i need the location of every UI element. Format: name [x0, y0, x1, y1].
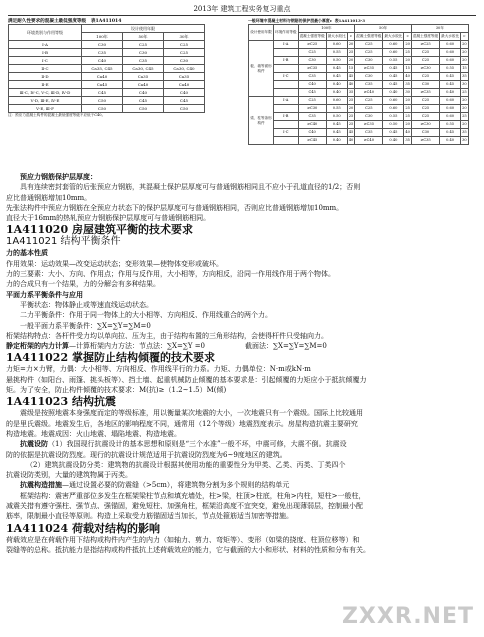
table-cell: C30: [411, 81, 439, 89]
table-cell: 0.60: [383, 97, 404, 105]
table-cell: Ⅰ-B: [9, 49, 82, 57]
header-rule: [8, 15, 476, 16]
table-cell: 20: [461, 121, 469, 129]
table-cell: Ca40: [164, 81, 205, 89]
table-cell: 0.40: [440, 137, 461, 145]
table-cell: C50: [123, 105, 164, 113]
table-cell: C50: [82, 97, 123, 105]
table-cell: C35: [298, 113, 326, 121]
cover-table: [248, 18, 469, 145]
table-cell: Ⅰ-A: [9, 41, 82, 49]
table-cell: 25: [347, 97, 355, 105]
para: 震级是按照地震本身强度而定的等级标准，用以衡量某次地震的大小，一次地震只有一个震级。国际上比较通用: [20, 409, 363, 418]
section-heading: 1A411023 结构抗震: [6, 395, 116, 409]
table-cell: C25: [411, 73, 439, 81]
table-cell: Ⅰ-A: [274, 41, 299, 49]
table-cell: C25: [411, 57, 439, 65]
table-cell: 25: [347, 121, 355, 129]
table-cell: 0.45: [326, 129, 347, 137]
table-cell: 20: [461, 57, 469, 65]
table-cell: 0.40: [326, 81, 347, 89]
para: 框架结构：震害严重部位多发生在框架梁柱节点和填充墙处，柱>梁，柱顶>柱底，柱角>内柱，短柱>一般柱，: [20, 491, 366, 500]
table-cell: 0.40: [383, 89, 404, 97]
table-cell: C45: [82, 89, 123, 97]
table-cell: C30: [355, 73, 383, 81]
sub-header: 混凝土强度等级: [411, 33, 439, 41]
para: 抗震构造措施—通过设置必要的防震缝（>5cm），将建筑物分割为多个规则的结构单元: [20, 480, 290, 490]
table-cell: ≥C40: [298, 121, 326, 129]
table-cell: 35: [461, 73, 469, 81]
table-cell: Ⅰ-C: [9, 57, 82, 65]
table-cell: 25: [404, 113, 412, 121]
table-cell: ≥C30: [411, 65, 439, 73]
table-cell: 30: [461, 81, 469, 89]
sub-header: 最大水胶比: [440, 33, 461, 41]
table-cell: 0.45: [326, 121, 347, 129]
table-cell: 0.60: [440, 41, 461, 49]
table-row: [249, 65, 469, 73]
table-row: [9, 65, 205, 73]
table-cell: [274, 49, 299, 57]
table-cell: ≥C40: [355, 89, 383, 97]
table-cell: 25: [347, 113, 355, 121]
watermark: ZXXR.NET: [341, 604, 474, 629]
para: （2）建筑抗震设防分类：建筑物的抗震设计根据其使用功能的重要性分为甲类、乙类、丙类、丁类四个: [26, 460, 346, 469]
table-cell: Ⅱ-D: [9, 73, 82, 81]
table-cell: C30: [298, 57, 326, 65]
table-cell: C30: [164, 57, 205, 65]
table-cell: 45: [347, 73, 355, 81]
table-cell: 0.50: [383, 121, 404, 129]
table-cell: 0.45: [326, 73, 347, 81]
col-year: 50年: [123, 33, 164, 41]
table-row: [9, 89, 205, 97]
table-cell: 30: [404, 89, 412, 97]
table-cell: 25: [404, 49, 412, 57]
table-cell: C25: [298, 49, 326, 57]
table-row: [9, 97, 205, 105]
para: 筋率，限制最小直径等原则。构造上采取受力筋锚固适当加长，节点处箍筋适当加密等措施。: [6, 512, 293, 521]
table-cell: 25: [347, 49, 355, 57]
table-cell: 0.45: [383, 81, 404, 89]
para: 力的基本性质: [6, 248, 48, 258]
table-cell: [274, 89, 299, 97]
durability-table-caption: 满足耐久性要求的混凝土最低强度等级 表1A411014: [8, 19, 122, 24]
table-cell: C25: [355, 105, 383, 113]
table-row: [249, 97, 469, 105]
table-cell: 0.55: [326, 105, 347, 113]
table-cell: Ca35: [123, 73, 164, 81]
table-row: [249, 49, 469, 57]
table-cell: 0.60: [383, 41, 404, 49]
table-cell: 20: [461, 105, 469, 113]
sub-header: c: [347, 33, 355, 41]
sub-header: c: [404, 33, 412, 41]
table-cell: [274, 105, 299, 113]
table-cell: 0.45: [440, 129, 461, 137]
table-cell: Ⅰ-B: [274, 57, 299, 65]
table-cell: ≥C35: [355, 65, 383, 73]
para: 应比普通钢筋增加10mm。: [6, 193, 92, 202]
table-cell: ≥C30: [411, 121, 439, 129]
table-cell: 0.40: [383, 137, 404, 145]
table-cell: Ⅴ-D, Ⅲ-E, Ⅳ-E: [9, 97, 82, 105]
table-cell: 0.60: [383, 49, 404, 57]
col-group: 设计使用年限: [82, 25, 205, 33]
table-cell: 0.55: [440, 65, 461, 73]
table-cell: C25: [164, 41, 205, 49]
table-cell: C45: [123, 97, 164, 105]
table-cell: Ⅰ-A: [274, 97, 299, 105]
table-cell: 15: [347, 65, 355, 73]
table-cell: C35: [123, 57, 164, 65]
table-row: [249, 89, 469, 97]
table-cell: 0.60: [440, 57, 461, 65]
table-cell: C25: [355, 97, 383, 105]
table-cell: 20: [347, 41, 355, 49]
para: 矩。为了安全，防止构件倾覆的技术要求：M(抗)≥（1.2~1.5）M(倾): [6, 386, 227, 395]
col-member: 设计使用年限: [249, 25, 274, 41]
table-cell: 40: [404, 129, 412, 137]
table-cell: ≥C40: [355, 137, 383, 145]
sub-header: 混凝土强度等级: [355, 33, 383, 41]
table-cell: 20: [347, 105, 355, 113]
table-cell: C40: [164, 89, 205, 97]
table-cell: Ca35: [164, 73, 205, 81]
section-heading: 1A411024 荷载对结构的影响: [6, 521, 160, 535]
para: 抗震设防类别，大量的建筑物属于丙类。: [6, 471, 132, 480]
table-cell: C25: [411, 113, 439, 121]
para: 减震关措有遵守强柱、强节点、强锚固，避免短柱、加强角柱，框架沿高度不宜突变，避免出现薄弱层，控制最小配: [6, 502, 363, 511]
page-header: 2013年 建筑工程实务复习重点: [193, 5, 291, 13]
table-cell: ≥C35: [411, 137, 439, 145]
table-row: [9, 57, 205, 65]
table-cell: 40: [347, 137, 355, 145]
durability-table-note: 注：预应力混凝土构件的混凝土最低强度等级不应低于C40。: [8, 113, 106, 117]
table-cell: 25: [461, 113, 469, 121]
member-cell: 板、墙等面形构件: [249, 41, 274, 97]
table-cell: [274, 121, 299, 129]
table-cell: ≥C35: [355, 121, 383, 129]
table-cell: 35: [404, 137, 412, 145]
table-cell: 15: [461, 65, 469, 73]
para: 静定桁架的内力计算—计算桁架内力方法：节点法：∑X=∑Y =0 截面法：∑X=∑Y=∑M=0: [6, 341, 327, 351]
table-cell: 20: [404, 57, 412, 65]
table-cell: C35: [298, 73, 326, 81]
para: 力矩=力×力臂，力偶：大小相等、方向相反、作用线平行的力系。力矩、力偶单位：N·m或kN·m: [6, 365, 311, 374]
table-row: [249, 81, 469, 89]
table-cell: [274, 137, 299, 145]
table-row: [249, 105, 469, 113]
table-cell: Ca30, C40: [164, 65, 205, 73]
para: 先张法构件中预应力钢筋在全预应力状态下的保护层厚度可与普通钢筋相同，否则应比普通钢筋增加10mm。: [6, 203, 344, 212]
table-cell: 20: [404, 121, 412, 129]
table-row: [9, 73, 205, 81]
section-heading: 1A411022 掌握防止结构倾覆的技术要求: [6, 351, 215, 365]
col-year: 50年: [355, 25, 412, 33]
table-row: [9, 49, 205, 57]
table-cell: 20: [461, 97, 469, 105]
table-cell: 0.45: [326, 65, 347, 73]
table-cell: C30: [82, 41, 123, 49]
table-row: [249, 113, 469, 121]
cover-table-grid: [248, 24, 469, 145]
table-cell: 20: [404, 41, 412, 49]
table-cell: 35: [461, 129, 469, 137]
para: 平面力系平衡条件与应用: [6, 289, 83, 299]
table-cell: C40: [82, 57, 123, 65]
table-cell: 40: [404, 73, 412, 81]
para: 抗震设防（1）我国现行抗震设计的基本思想和原则是“三个水准”一般不坏，中震可修，大震不倒。抗震设: [20, 439, 347, 449]
col-env: 环境作用等级: [274, 25, 299, 41]
table-cell: 0.45: [383, 65, 404, 73]
table-cell: 30: [461, 137, 469, 145]
durability-table: [8, 18, 205, 118]
table-cell: C30: [123, 49, 164, 57]
table-cell: 25: [461, 89, 469, 97]
col-year: 100年: [82, 33, 123, 41]
table-cell: 40: [347, 81, 355, 89]
table-row: [249, 121, 469, 129]
table-cell: C40: [298, 129, 326, 137]
para: 防的依据是抗震设防烈度。现行的抗震设计规范适用于抗震设防烈度为6~9度地区的建筑。: [6, 450, 287, 459]
table-cell: ≥C25: [298, 41, 326, 49]
para: 作用效果：运动效果—改变运动状态；变形效果—使物体变形或破坏。: [6, 259, 223, 268]
para: 力的三要素：大小、方向、作用点；作用与反作用，大小相等，方向相反，沿同一作用线作用于两个物体。: [6, 270, 335, 279]
table-cell: 0.55: [383, 57, 404, 65]
table-cell: 25: [404, 105, 412, 113]
para: 荷载效应是在荷载作用下结构或构件内产生的内力（如轴力、剪力、弯矩等）、变形（如梁的挠度、柱顶位移等）和: [6, 535, 360, 544]
table-cell: 0.60: [326, 97, 347, 105]
sub-header: 最大水胶比: [326, 33, 347, 41]
table-cell: C35: [82, 49, 123, 57]
para: 一般平面力系平衡条件：∑X=∑Y=∑M=0: [20, 321, 151, 330]
table-cell: C25: [355, 41, 383, 49]
para: 的是里氏震级。地震发生后，各地区的影响程度不同，通常用（12个等级）地震烈度表示。房屋构造抗震主要研究: [6, 419, 358, 428]
table-cell: Ⅰ-C: [274, 129, 299, 137]
table-cell: 0.45: [383, 73, 404, 81]
table-cell: 20: [461, 41, 469, 49]
table-cell: 20: [347, 57, 355, 65]
table-cell: Ca45: [82, 81, 123, 89]
table-cell: 45: [347, 129, 355, 137]
table-cell: C25: [164, 49, 205, 57]
table-cell: C25: [411, 105, 439, 113]
table-cell: 20: [461, 49, 469, 57]
table-cell: C25: [298, 97, 326, 105]
table-row: [9, 41, 205, 49]
table-cell: C25: [411, 49, 439, 57]
table-cell: Ca30, C45: [123, 65, 164, 73]
table-cell: Ca35, C45: [82, 65, 123, 73]
table-cell: ≥C30: [298, 105, 326, 113]
table-row: [9, 81, 205, 89]
table-cell: 0.60: [440, 97, 461, 105]
sub-header: c: [461, 33, 469, 41]
para: 平衡状态：物体静止或等速直线运动状态。: [20, 300, 153, 309]
table-cell: C40: [298, 81, 326, 89]
para: 二力平衡条件：作用于同一物体上的大小相等、方向相反、作用线重合的两个力。: [20, 311, 272, 320]
sub-header: 混凝土强度等级: [298, 33, 326, 41]
table-cell: 15: [404, 65, 412, 73]
cover-table-caption: 一般环境中混凝土材料与钢筋的保护层最小厚度c 表1A411013-3: [248, 18, 365, 23]
table-row: [249, 129, 469, 137]
table-cell: C35: [355, 129, 383, 137]
para: 预应力钢筋保护层厚度：: [20, 172, 97, 181]
col-year: 30年: [164, 33, 205, 41]
table-cell: C25: [355, 49, 383, 57]
table-cell: 0.50: [326, 113, 347, 121]
table-cell: 0.60: [383, 105, 404, 113]
table-cell: 0.55: [326, 49, 347, 57]
para: 具有连续密封套管的后张预应力钢筋，其混凝土保护层厚度可与普通钢筋相同且不应小于孔道直径的1/2；否则: [20, 183, 361, 192]
table-cell: Ⅰ-B: [274, 113, 299, 121]
col-year: 30年: [411, 25, 468, 33]
table-cell: Ⅱ-E: [9, 81, 82, 89]
para: 悬挑构件（如阳台、雨篷、挑头板等）、挡土墙、起重机械防止倾覆的基本要求是：引起倾覆的力矩应小于抵抗倾覆力: [6, 375, 367, 384]
table-cell: C30: [355, 113, 383, 121]
table-cell: [274, 81, 299, 89]
section-heading: 1A411020 房屋建筑平衡的技术要求: [6, 223, 193, 237]
table-row: [9, 105, 205, 113]
table-cell: Ⅰ-C: [274, 73, 299, 81]
table-cell: Ca40: [82, 73, 123, 81]
table-cell: 0.55: [383, 113, 404, 121]
table-cell: 0.60: [440, 49, 461, 57]
table-row: [249, 41, 469, 49]
table-cell: Ⅲ-C, Ⅳ-C, Ⅴ-C, Ⅲ-D, Ⅳ-D: [9, 89, 82, 97]
table-cell: Ⅱ-C: [9, 65, 82, 73]
table-cell: Ca40: [123, 81, 164, 89]
body-text: [6, 172, 478, 555]
subsection-heading: 1A411021 结构平衡条件: [6, 236, 121, 248]
table-cell: C25: [123, 41, 164, 49]
table-cell: 0.45: [440, 81, 461, 89]
table-cell: C25: [411, 97, 439, 105]
sub-header: 最大水胶比: [383, 33, 404, 41]
table-cell: C45: [164, 97, 205, 105]
table-cell: Ⅴ-E, Ⅲ-F: [9, 105, 82, 113]
table-cell: ≥C35: [411, 89, 439, 97]
table-cell: 0.60: [326, 41, 347, 49]
table-row: [249, 57, 469, 65]
table-cell: 0.55: [440, 121, 461, 129]
table-cell: C50: [82, 105, 123, 113]
table-row: [249, 137, 469, 145]
table-cell: C40: [123, 89, 164, 97]
durability-table-grid: [8, 24, 205, 113]
table-cell: C50: [164, 105, 205, 113]
table-cell: [274, 65, 299, 73]
table-cell: C35: [355, 81, 383, 89]
table-cell: ≥C45: [298, 137, 326, 145]
table-cell: C45: [298, 89, 326, 97]
table-cell: ≥C25: [411, 41, 439, 49]
table-cell: 0.40: [440, 89, 461, 97]
table-cell: C30: [411, 129, 439, 137]
para: 桁架结构特点：各杆件受力均以单向拉、压为主，由于结构布置的三角形结构，会使得杆件只受轴向力。: [6, 331, 328, 340]
col-year: 100年: [298, 25, 355, 33]
col-env: 环境类别与作用等级: [9, 25, 82, 41]
table-cell: 20: [404, 97, 412, 105]
table-cell: 0.60: [440, 105, 461, 113]
para: 力的合成只有一个结果，力的分解会有多种结果。: [6, 280, 160, 289]
table-cell: 35: [404, 81, 412, 89]
table-cell: 0.40: [326, 89, 347, 97]
table-cell: 0.60: [440, 113, 461, 121]
table-cell: 0.40: [326, 137, 347, 145]
table-cell: ≥C35: [298, 65, 326, 73]
table-cell: C30: [355, 57, 383, 65]
table-row: [249, 73, 469, 81]
para: 直径大于16mm的热轧预应力钢筋保护层厚度可与普通钢筋相同。: [6, 214, 211, 223]
table-cell: 0.50: [326, 57, 347, 65]
member-cell: 梁、柱等条形构件: [249, 97, 274, 145]
table-cell: 35: [347, 89, 355, 97]
para: 裂缝等的总称。抵抗能力是指结构或构件抵抗上述荷载效应的能力，它与截面的大小和形状、材料的性质和分布有关。: [6, 545, 370, 554]
table-cell: 0.45: [383, 129, 404, 137]
para: 构造地震。地震成因：火山地震、塌陷地震、构造地震。: [6, 429, 181, 438]
table-cell: 0.45: [440, 73, 461, 81]
